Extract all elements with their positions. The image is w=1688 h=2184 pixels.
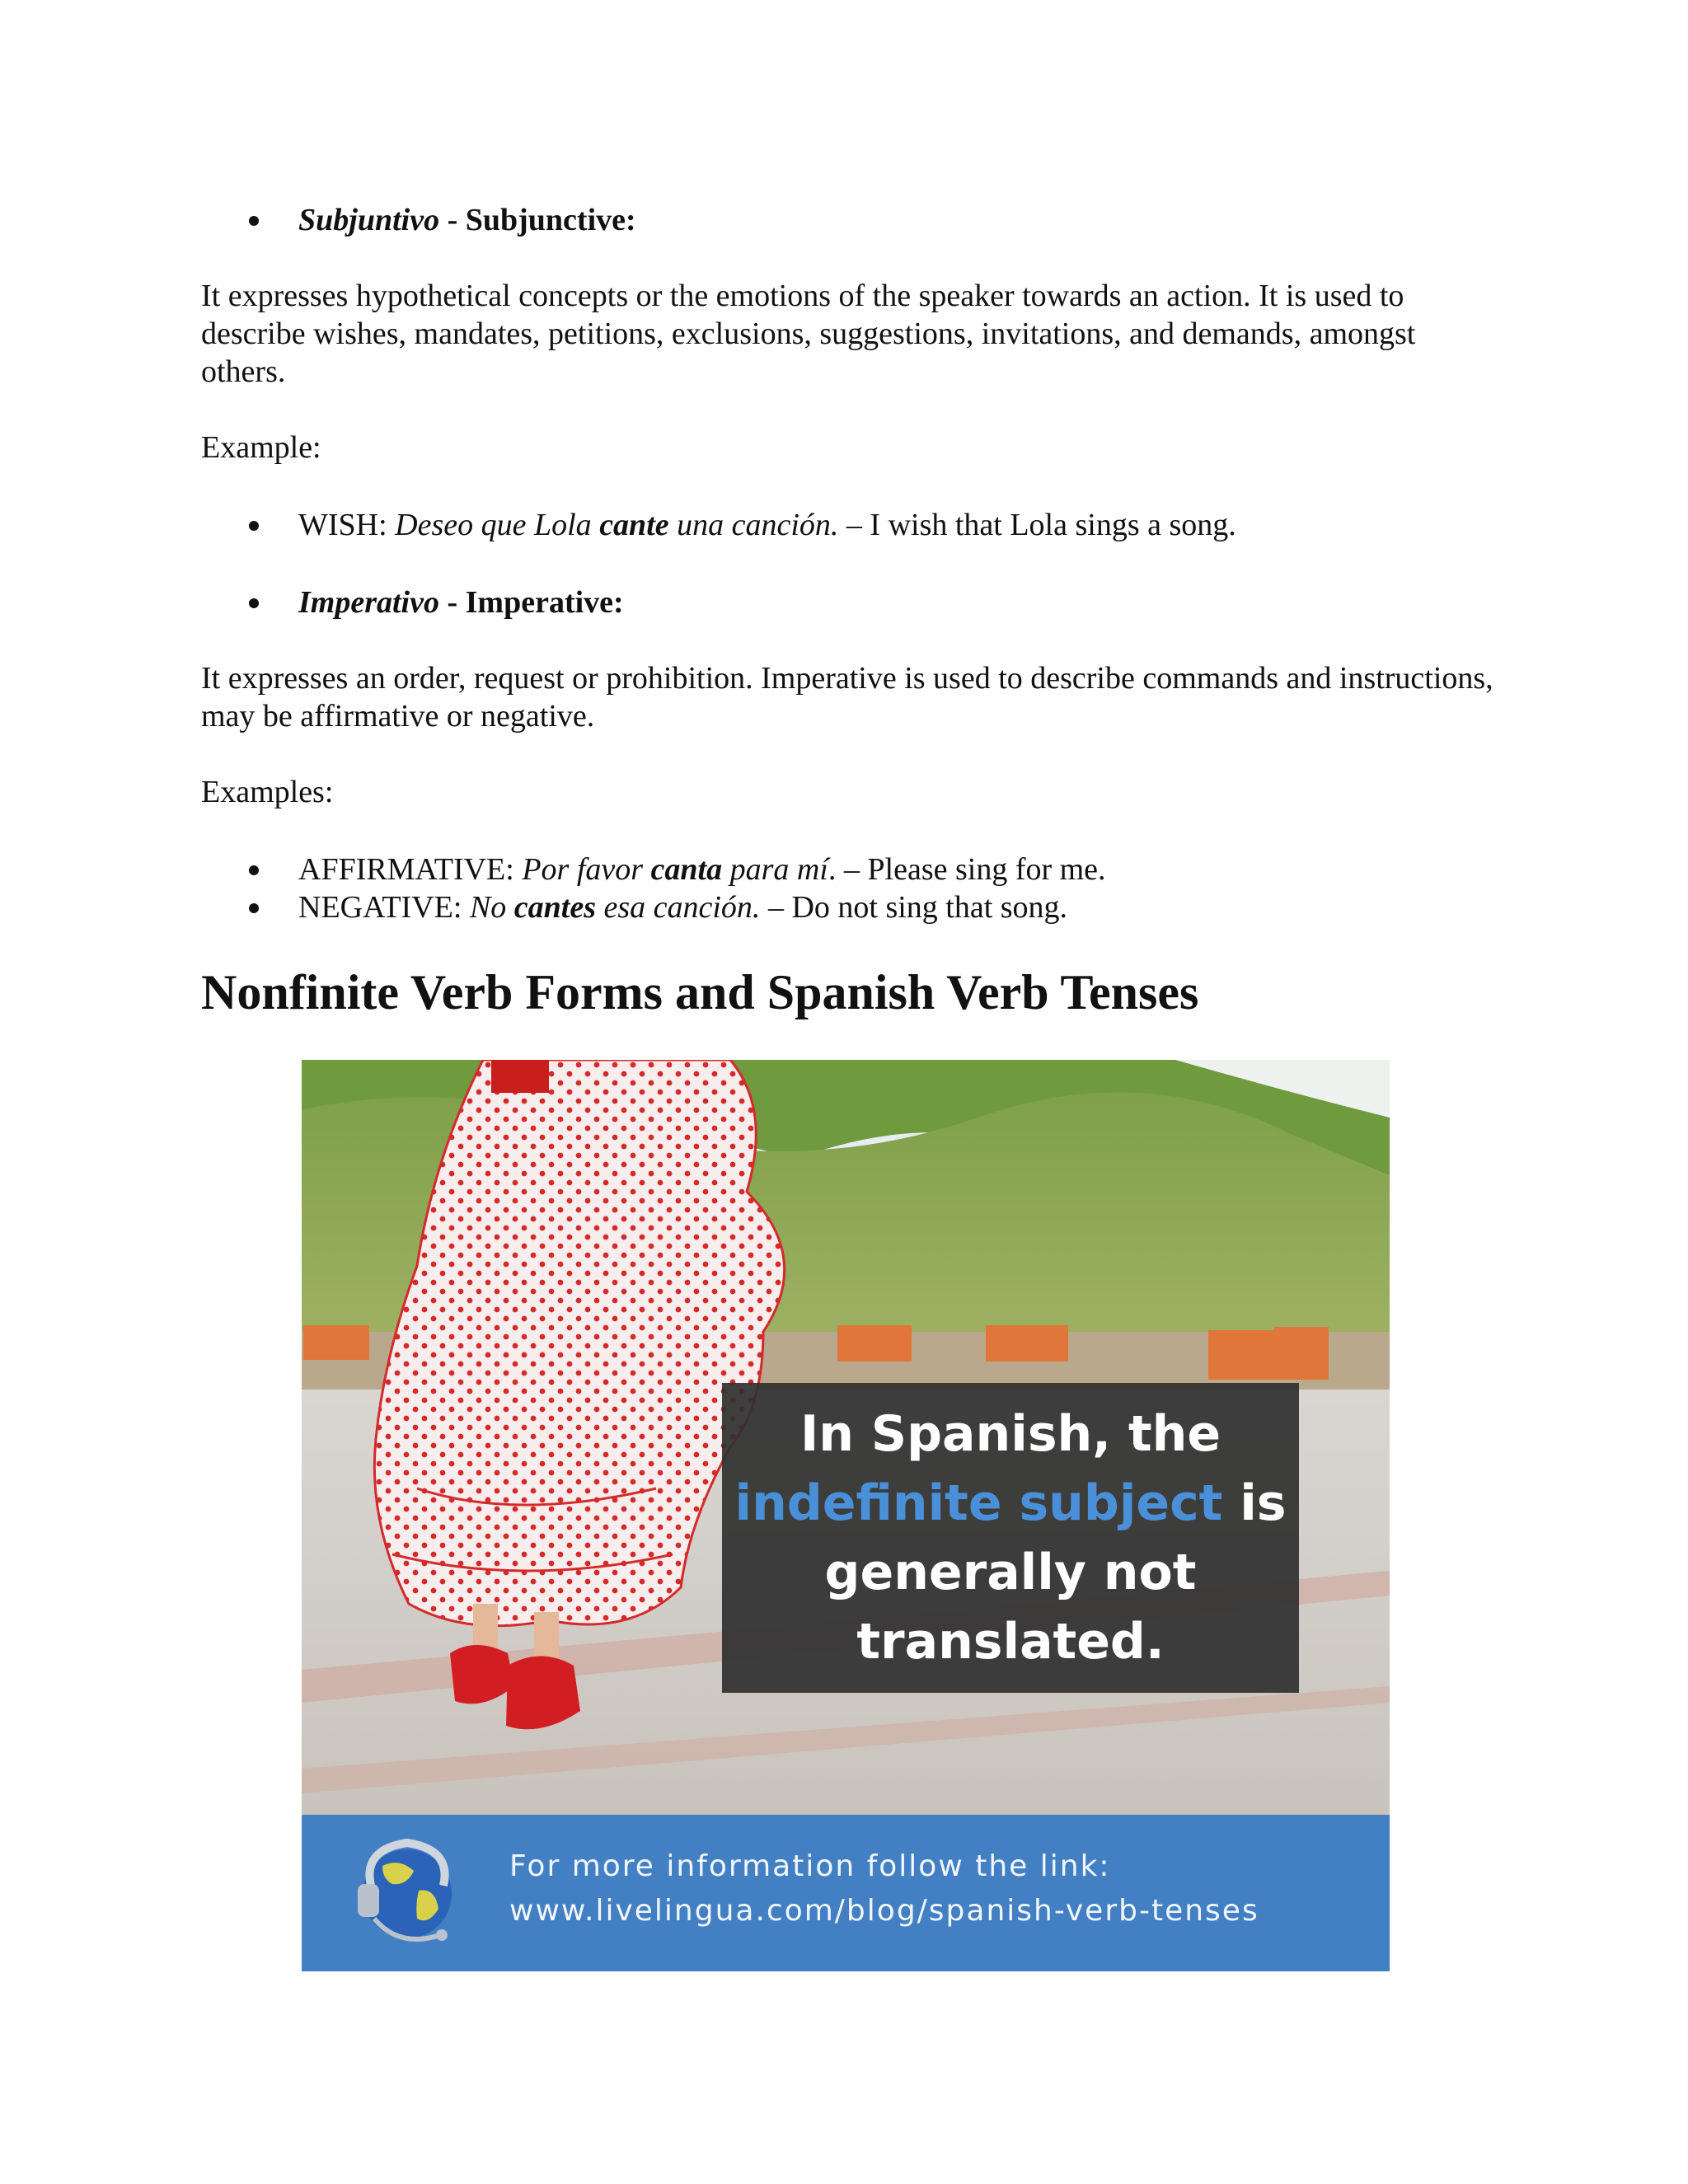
example-label: NEGATIVE: <box>298 890 470 925</box>
example-spanish-verb: canta <box>650 852 723 887</box>
bullet-dot <box>249 865 259 875</box>
banner-line-1: For more information follow the link: <box>509 1849 1111 1883</box>
bullet-dot <box>249 216 259 226</box>
subjunctive-example-label: Example: <box>201 430 321 465</box>
subjunctive-example <box>298 506 1236 544</box>
caption-line-4: translated. <box>856 1613 1165 1671</box>
imperative-example-negative <box>298 888 1067 926</box>
subjunctive-description: It expresses hypothetical concepts or the emotions of the speaker towards an action. It is used to describe wishes, mandates, petitions, exclusions, suggestions, invitations, and demands, amongst others. <box>201 279 1416 389</box>
caption-box <box>722 1383 1299 1693</box>
info-banner <box>302 1815 1390 1971</box>
imperative-term: Imperativo <box>298 585 439 620</box>
example-label: WISH: <box>298 508 396 542</box>
bullet-dot <box>249 598 259 608</box>
imperative-heading <box>298 583 624 621</box>
example-translation: – I wish that Lola sings a song. <box>838 508 1236 542</box>
subjunctive-term: Subjuntivo <box>298 203 440 237</box>
caption-line-2-rest: is <box>1222 1474 1287 1532</box>
example-spanish-before: No <box>469 890 514 925</box>
caption-line-1: In Spanish, the <box>799 1405 1221 1463</box>
subjunctive-heading-rest: - Subjunctive: <box>439 203 636 237</box>
example-spanish-after: para mí <box>722 852 828 887</box>
example-spanish-after: esa canción. <box>595 890 761 925</box>
example-spanish-after: una canción. <box>668 508 839 542</box>
imperative-heading-rest: - Imperative: <box>438 585 624 620</box>
example-translation: . – Please sing for me. <box>828 852 1106 887</box>
example-spanish-before: Deseo que Lola <box>395 508 600 542</box>
banner-link[interactable]: www.livelingua.com/blog/spanish-verb-tenses <box>509 1894 1259 1928</box>
caption-highlight: indefinite subject <box>734 1474 1223 1532</box>
headset-globe-icon <box>349 1833 465 1957</box>
flamenco-figure <box>302 1060 1390 1971</box>
imperative-examples-label: Examples: <box>201 775 334 809</box>
imperative-example-affirmative <box>298 851 1106 888</box>
bullet-dot <box>249 903 259 913</box>
caption-line-3: generally not <box>824 1544 1197 1601</box>
example-spanish-before: Por favor <box>522 852 651 887</box>
caption-line-2 <box>735 1469 1287 1538</box>
example-translation: – Do not sing that song. <box>760 890 1068 925</box>
imperative-description: It expresses an order, request or prohibition. Imperative is used to describe commands and instructions, may be affirmative or negative. <box>201 661 1493 733</box>
section-heading: Nonfinite Verb Forms and Spanish Verb Tenses <box>201 965 1199 1019</box>
example-spanish-verb: cante <box>599 508 669 542</box>
subjunctive-heading <box>298 201 636 239</box>
example-spanish-verb: cantes <box>513 890 596 925</box>
example-label: AFFIRMATIVE: <box>298 852 523 887</box>
bullet-dot <box>249 521 259 531</box>
